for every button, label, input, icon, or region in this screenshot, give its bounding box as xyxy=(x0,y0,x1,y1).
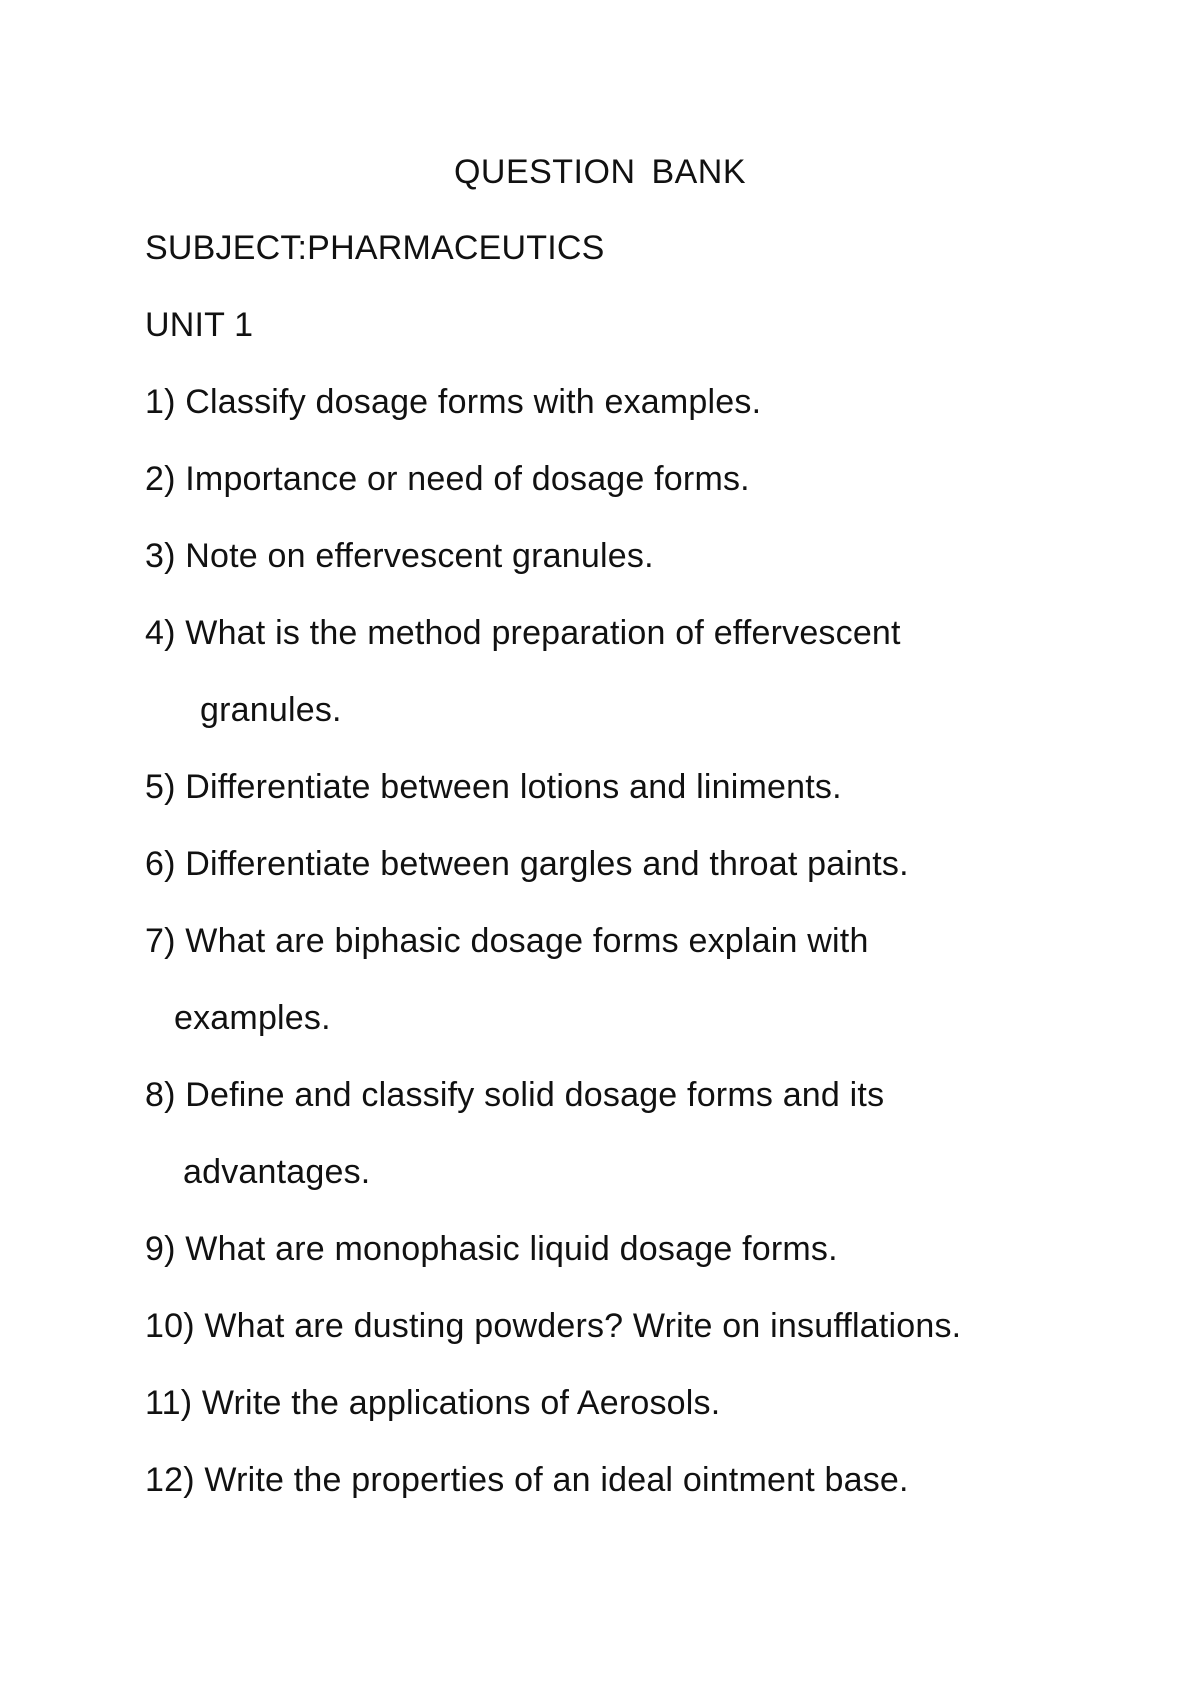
question-10: 10) What are dusting powders? Write on insufflations. xyxy=(145,1307,962,1345)
question-8-continuation: advantages. xyxy=(183,1153,371,1191)
question-5: 5) Differentiate between lotions and liniments. xyxy=(145,768,842,806)
question-7-continuation: examples. xyxy=(174,999,331,1037)
question-2: 2) Importance or need of dosage forms. xyxy=(145,460,750,498)
page-title: QUESTION BANK xyxy=(453,153,747,191)
question-4: 4) What is the method preparation of effervescent xyxy=(145,614,901,652)
question-1: 1) Classify dosage forms with examples. xyxy=(145,383,762,421)
unit-heading: UNIT 1 xyxy=(145,306,254,344)
question-12: 12) Write the properties of an ideal ointment base. xyxy=(145,1461,909,1499)
question-9: 9) What are monophasic liquid dosage forms. xyxy=(145,1230,838,1268)
question-4-continuation: granules. xyxy=(200,691,342,729)
question-3: 3) Note on effervescent granules. xyxy=(145,537,654,575)
question-8: 8) Define and classify solid dosage forms and its xyxy=(145,1076,885,1114)
question-7: 7) What are biphasic dosage forms explain with xyxy=(145,922,869,960)
question-11: 11) Write the applications of Aerosols. xyxy=(145,1384,721,1422)
subject-heading: SUBJECT:PHARMACEUTICS xyxy=(145,229,605,267)
question-6: 6) Differentiate between gargles and throat paints. xyxy=(145,845,909,883)
